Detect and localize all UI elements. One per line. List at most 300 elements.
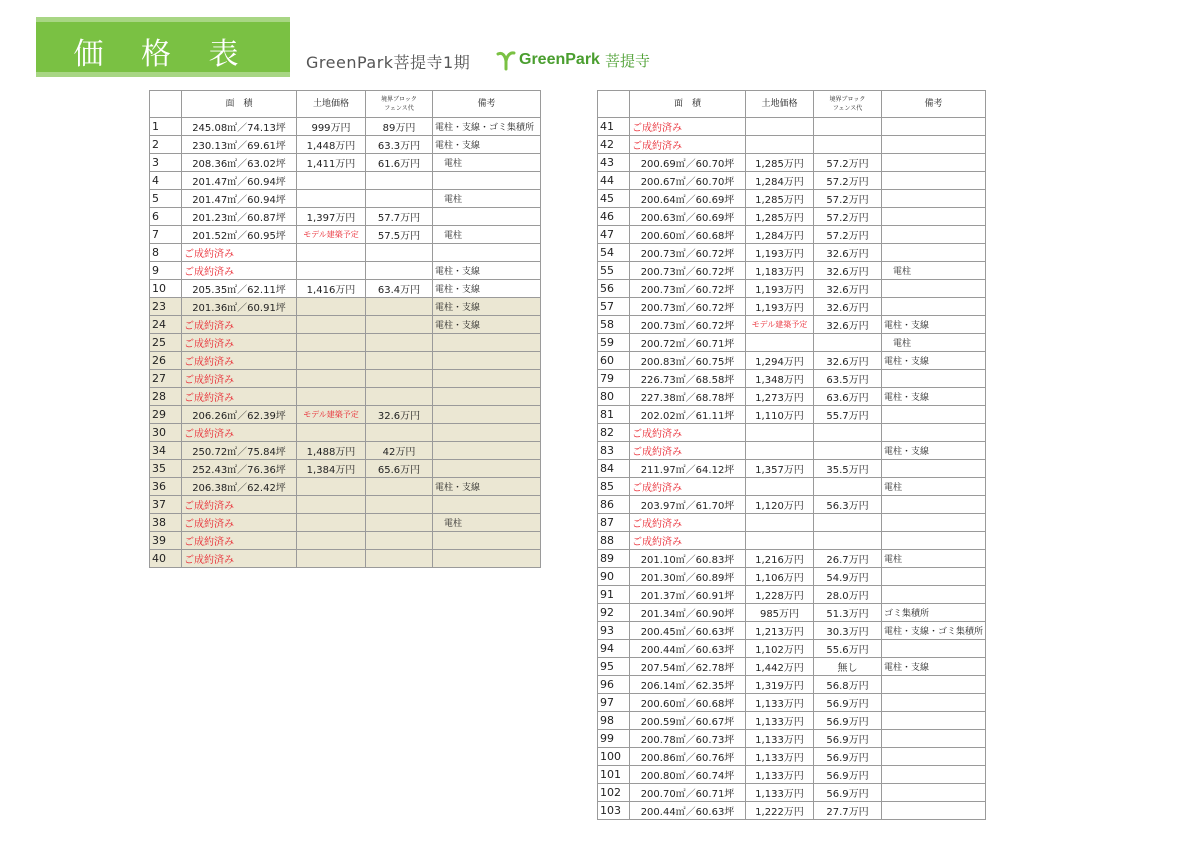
lot-note xyxy=(882,154,986,172)
lot-number: 84 xyxy=(598,460,630,478)
table-row xyxy=(598,154,986,172)
header-fence-line1: 境界ブロック xyxy=(829,96,866,103)
lot-price: 1,228万円 xyxy=(746,586,814,604)
lot-number: 47 xyxy=(598,226,630,244)
lot-price: 999万円 xyxy=(297,118,366,136)
lot-fence-cost xyxy=(814,514,882,532)
lot-area: 205.35㎡／62.11坪 xyxy=(182,280,297,298)
table-row xyxy=(150,316,541,334)
lot-area: 200.73㎡／60.72坪 xyxy=(630,316,746,334)
lot-area: ご成約済み xyxy=(182,496,297,514)
lot-fence-cost xyxy=(814,334,882,352)
lot-area: 230.13㎡／69.61坪 xyxy=(182,136,297,154)
lot-number: 6 xyxy=(150,208,182,226)
lot-area: ご成約済み xyxy=(182,370,297,388)
lot-price xyxy=(746,334,814,352)
lot-price: 1,319万円 xyxy=(746,676,814,694)
lot-number: 90 xyxy=(598,568,630,586)
lot-note xyxy=(433,370,541,388)
lot-note: ゴミ集積所 xyxy=(882,604,986,622)
lot-note: 電柱・支線 xyxy=(433,478,541,496)
logo-place: 菩提寺 xyxy=(604,51,650,70)
lot-fence-cost xyxy=(366,172,433,190)
lot-fence-cost xyxy=(366,370,433,388)
lot-price: 1,285万円 xyxy=(746,208,814,226)
lot-price: 1,213万円 xyxy=(746,622,814,640)
lot-price xyxy=(297,262,366,280)
table-row xyxy=(150,532,541,550)
table-row xyxy=(598,496,986,514)
lot-note: 電柱 xyxy=(433,154,541,172)
lot-price: 1,222万円 xyxy=(746,802,814,820)
lot-number: 79 xyxy=(598,370,630,388)
lot-note xyxy=(882,280,986,298)
lot-number: 46 xyxy=(598,208,630,226)
table-row xyxy=(598,334,986,352)
price-table-left xyxy=(149,90,541,568)
header-price: 土地価格 xyxy=(746,91,814,118)
table-row xyxy=(598,622,986,640)
lot-area: 200.69㎡／60.70坪 xyxy=(630,154,746,172)
lot-area: ご成約済み xyxy=(182,316,297,334)
lot-note xyxy=(882,676,986,694)
table-row xyxy=(598,442,986,460)
lot-price: 1,357万円 xyxy=(746,460,814,478)
table-row xyxy=(150,244,541,262)
lot-note: 電柱 xyxy=(882,550,986,568)
table-row xyxy=(598,802,986,820)
table-row xyxy=(150,280,541,298)
lot-note: 電柱 xyxy=(433,190,541,208)
lot-note xyxy=(882,514,986,532)
title-banner xyxy=(36,17,290,77)
lot-area: 201.30㎡／60.89坪 xyxy=(630,568,746,586)
lot-number: 86 xyxy=(598,496,630,514)
lot-area: 201.47㎡／60.94坪 xyxy=(182,190,297,208)
lot-area: 200.44㎡／60.63坪 xyxy=(630,640,746,658)
lot-area: ご成約済み xyxy=(182,532,297,550)
lot-fence-cost: 56.9万円 xyxy=(814,712,882,730)
lot-number: 8 xyxy=(150,244,182,262)
lot-fence-cost xyxy=(366,532,433,550)
lot-note xyxy=(433,550,541,568)
lot-number: 81 xyxy=(598,406,630,424)
lot-number: 28 xyxy=(150,388,182,406)
lot-note: 電柱・支線 xyxy=(433,298,541,316)
lot-note: 電柱 xyxy=(433,226,541,244)
leaf-icon xyxy=(495,49,517,71)
lot-number: 29 xyxy=(150,406,182,424)
lot-fence-cost: 57.5万円 xyxy=(366,226,433,244)
lot-note xyxy=(882,712,986,730)
lot-number: 94 xyxy=(598,640,630,658)
lot-note: 電柱・支線 xyxy=(882,658,986,676)
lot-fence-cost: 56.9万円 xyxy=(814,694,882,712)
lot-number: 44 xyxy=(598,172,630,190)
lot-price: 1,285万円 xyxy=(746,154,814,172)
table-row xyxy=(150,352,541,370)
lot-price: 1,416万円 xyxy=(297,280,366,298)
lot-number: 96 xyxy=(598,676,630,694)
lot-note xyxy=(882,406,986,424)
lot-fence-cost: 57.2万円 xyxy=(814,154,882,172)
lot-area: 200.80㎡／60.74坪 xyxy=(630,766,746,784)
lot-note xyxy=(882,640,986,658)
lot-fence-cost xyxy=(814,136,882,154)
lot-note xyxy=(882,532,986,550)
lot-note xyxy=(882,370,986,388)
page-title: 価 格 表 xyxy=(73,37,253,72)
lot-note xyxy=(882,244,986,262)
lot-fence-cost: 32.6万円 xyxy=(366,406,433,424)
lot-number: 54 xyxy=(598,244,630,262)
lot-fence-cost: 32.6万円 xyxy=(814,298,882,316)
lot-note: 電柱・支線 xyxy=(433,316,541,334)
lot-fence-cost xyxy=(366,316,433,334)
lot-price: 1,284万円 xyxy=(746,226,814,244)
project-subtitle: GreenPark菩提寺1期 xyxy=(306,53,471,72)
header-fence-line2: フェンス代 xyxy=(832,105,863,112)
lot-fence-cost xyxy=(814,442,882,460)
lot-note: 電柱 xyxy=(882,478,986,496)
table-row xyxy=(150,226,541,244)
lot-note xyxy=(433,460,541,478)
lot-fence-cost xyxy=(366,424,433,442)
lot-area: 201.36㎡／60.91坪 xyxy=(182,298,297,316)
table-row xyxy=(598,280,986,298)
lot-note xyxy=(433,442,541,460)
lot-area: 202.02㎡／61.11坪 xyxy=(630,406,746,424)
table-row xyxy=(598,694,986,712)
lot-price xyxy=(297,334,366,352)
lot-note xyxy=(882,226,986,244)
table-row xyxy=(598,514,986,532)
lot-price xyxy=(297,370,366,388)
lot-number: 88 xyxy=(598,532,630,550)
lot-price: 1,411万円 xyxy=(297,154,366,172)
lot-note xyxy=(433,406,541,424)
lot-number: 80 xyxy=(598,388,630,406)
lot-price xyxy=(297,424,366,442)
lot-area: ご成約済み xyxy=(182,262,297,280)
header-fence xyxy=(814,91,882,118)
table-row xyxy=(598,712,986,730)
lot-fence-cost xyxy=(366,388,433,406)
lot-fence-cost: 63.6万円 xyxy=(814,388,882,406)
lot-area: 206.26㎡／62.39坪 xyxy=(182,406,297,424)
lot-fence-cost: 54.9万円 xyxy=(814,568,882,586)
lot-area: 201.10㎡／60.83坪 xyxy=(630,550,746,568)
lot-fence-cost: 89万円 xyxy=(366,118,433,136)
lot-area: 245.08㎡／74.13坪 xyxy=(182,118,297,136)
lot-fence-cost: 56.9万円 xyxy=(814,766,882,784)
table-row xyxy=(598,352,986,370)
lot-note xyxy=(882,424,986,442)
lot-note xyxy=(433,244,541,262)
lot-area: 201.23㎡／60.87坪 xyxy=(182,208,297,226)
lot-area: 211.97㎡／64.12坪 xyxy=(630,460,746,478)
lot-area: 200.70㎡／60.71坪 xyxy=(630,784,746,802)
lot-price xyxy=(746,532,814,550)
lot-price: 1,106万円 xyxy=(746,568,814,586)
lot-note xyxy=(882,172,986,190)
lot-number: 57 xyxy=(598,298,630,316)
lot-fence-cost: 30.3万円 xyxy=(814,622,882,640)
lot-fence-cost xyxy=(366,550,433,568)
table-row xyxy=(150,154,541,172)
lot-price: 1,133万円 xyxy=(746,730,814,748)
lot-note: 電柱・支線 xyxy=(433,262,541,280)
table-row xyxy=(598,118,986,136)
lot-price xyxy=(746,442,814,460)
lot-area: ご成約済み xyxy=(182,550,297,568)
table-row xyxy=(598,388,986,406)
table-row xyxy=(598,208,986,226)
lot-note xyxy=(882,694,986,712)
lot-number: 1 xyxy=(150,118,182,136)
lot-price: 1,133万円 xyxy=(746,784,814,802)
table-row xyxy=(598,784,986,802)
lot-fence-cost: 32.6万円 xyxy=(814,262,882,280)
lot-fence-cost: 56.3万円 xyxy=(814,496,882,514)
lot-number: 99 xyxy=(598,730,630,748)
lot-area: 207.54㎡／62.78坪 xyxy=(630,658,746,676)
lot-area: ご成約済み xyxy=(182,424,297,442)
lot-note: 電柱・支線・ゴミ集積所 xyxy=(882,622,986,640)
lot-number: 85 xyxy=(598,478,630,496)
lot-number: 23 xyxy=(150,298,182,316)
lot-area: 200.63㎡／60.69坪 xyxy=(630,208,746,226)
lot-fence-cost: 無し xyxy=(814,658,882,676)
lot-fence-cost: 65.6万円 xyxy=(366,460,433,478)
lot-price xyxy=(297,172,366,190)
table-row xyxy=(598,460,986,478)
lot-number: 89 xyxy=(598,550,630,568)
lot-number: 4 xyxy=(150,172,182,190)
lot-note xyxy=(433,172,541,190)
lot-note xyxy=(433,352,541,370)
lot-area: ご成約済み xyxy=(182,514,297,532)
lot-number: 34 xyxy=(150,442,182,460)
lot-price xyxy=(297,532,366,550)
lot-area: 203.97㎡／61.70坪 xyxy=(630,496,746,514)
lot-note xyxy=(882,496,986,514)
table-row xyxy=(150,118,541,136)
lot-fence-cost: 55.7万円 xyxy=(814,406,882,424)
lot-number: 100 xyxy=(598,748,630,766)
lot-number: 87 xyxy=(598,514,630,532)
logo-name: GreenPark xyxy=(519,51,600,68)
table-row xyxy=(598,748,986,766)
lot-number: 98 xyxy=(598,712,630,730)
lot-number: 7 xyxy=(150,226,182,244)
lot-note: 電柱・支線 xyxy=(882,388,986,406)
table-row xyxy=(598,226,986,244)
lot-number: 38 xyxy=(150,514,182,532)
lot-area: 252.43㎡／76.36坪 xyxy=(182,460,297,478)
table-row xyxy=(598,550,986,568)
table-row xyxy=(150,442,541,460)
lot-price xyxy=(297,316,366,334)
lot-area: 200.78㎡／60.73坪 xyxy=(630,730,746,748)
lot-area: 200.67㎡／60.70坪 xyxy=(630,172,746,190)
lot-price: 1,133万円 xyxy=(746,748,814,766)
title-banner-bottom-strip xyxy=(36,72,290,77)
header-fence xyxy=(366,91,433,118)
lot-price: 1,102万円 xyxy=(746,640,814,658)
lot-price xyxy=(297,550,366,568)
lot-fence-cost xyxy=(814,532,882,550)
lot-note xyxy=(882,586,986,604)
lot-note xyxy=(433,424,541,442)
lot-note: 電柱・支線・ゴミ集積所 xyxy=(433,118,541,136)
lot-price xyxy=(297,298,366,316)
table-row xyxy=(598,568,986,586)
table-row xyxy=(598,262,986,280)
lot-fence-cost: 57.7万円 xyxy=(366,208,433,226)
lot-note: 電柱・支線 xyxy=(433,280,541,298)
lot-area: 200.72㎡／60.71坪 xyxy=(630,334,746,352)
lot-fence-cost: 57.2万円 xyxy=(814,190,882,208)
lot-price: 1,193万円 xyxy=(746,244,814,262)
table-header-row xyxy=(150,91,541,118)
lot-fence-cost: 27.7万円 xyxy=(814,802,882,820)
lot-fence-cost: 56.8万円 xyxy=(814,676,882,694)
lot-price: 1,133万円 xyxy=(746,712,814,730)
lot-price: モデル建築予定 xyxy=(297,406,366,424)
table-row xyxy=(150,496,541,514)
lot-fence-cost xyxy=(366,478,433,496)
lot-fence-cost xyxy=(366,244,433,262)
table-row xyxy=(598,586,986,604)
table-row xyxy=(150,514,541,532)
lot-price xyxy=(297,388,366,406)
lot-fence-cost: 42万円 xyxy=(366,442,433,460)
lot-price xyxy=(746,424,814,442)
lot-note xyxy=(882,802,986,820)
lot-number: 97 xyxy=(598,694,630,712)
lot-fence-cost xyxy=(366,262,433,280)
lot-area: 200.45㎡／60.63坪 xyxy=(630,622,746,640)
lot-note: 電柱 xyxy=(882,334,986,352)
lot-number: 45 xyxy=(598,190,630,208)
table-body-right xyxy=(598,118,986,820)
lot-number: 35 xyxy=(150,460,182,478)
lot-number: 2 xyxy=(150,136,182,154)
greenpark-logo xyxy=(495,48,650,72)
table-row xyxy=(598,190,986,208)
lot-number: 30 xyxy=(150,424,182,442)
table-row xyxy=(150,172,541,190)
lot-area: 200.73㎡／60.72坪 xyxy=(630,298,746,316)
lot-area: ご成約済み xyxy=(630,136,746,154)
lot-area: 208.36㎡／63.02坪 xyxy=(182,154,297,172)
lot-number: 36 xyxy=(150,478,182,496)
lot-area: ご成約済み xyxy=(630,442,746,460)
lot-price: 1,216万円 xyxy=(746,550,814,568)
table-row xyxy=(598,424,986,442)
lot-price: 1,294万円 xyxy=(746,352,814,370)
lot-note xyxy=(882,748,986,766)
table-row xyxy=(598,298,986,316)
lot-fence-cost: 61.6万円 xyxy=(366,154,433,172)
lot-number: 3 xyxy=(150,154,182,172)
lot-note xyxy=(882,460,986,478)
lot-price: 1,488万円 xyxy=(297,442,366,460)
lot-note xyxy=(882,766,986,784)
lot-number: 27 xyxy=(150,370,182,388)
lot-area: 206.14㎡／62.35坪 xyxy=(630,676,746,694)
lot-fence-cost: 57.2万円 xyxy=(814,208,882,226)
lot-fence-cost: 56.9万円 xyxy=(814,730,882,748)
header-note: 備考 xyxy=(882,91,986,118)
lot-number: 55 xyxy=(598,262,630,280)
lot-price: 1,120万円 xyxy=(746,496,814,514)
lot-fence-cost: 26.7万円 xyxy=(814,550,882,568)
lot-note xyxy=(882,208,986,226)
lot-fence-cost: 57.2万円 xyxy=(814,172,882,190)
table-row xyxy=(598,406,986,424)
lot-price: 1,273万円 xyxy=(746,388,814,406)
lot-area: 227.38㎡／68.78坪 xyxy=(630,388,746,406)
lot-area: 200.59㎡／60.67坪 xyxy=(630,712,746,730)
lot-number: 101 xyxy=(598,766,630,784)
table-row xyxy=(598,658,986,676)
lot-area: 200.60㎡／60.68坪 xyxy=(630,226,746,244)
lot-price: 1,284万円 xyxy=(746,172,814,190)
lot-number: 60 xyxy=(598,352,630,370)
table-row xyxy=(598,370,986,388)
table-row xyxy=(598,316,986,334)
lot-note: 電柱・支線 xyxy=(882,442,986,460)
lot-number: 102 xyxy=(598,784,630,802)
lot-number: 93 xyxy=(598,622,630,640)
table-row xyxy=(598,532,986,550)
lot-number: 59 xyxy=(598,334,630,352)
table-row xyxy=(150,262,541,280)
table-row xyxy=(150,370,541,388)
lot-price: 1,442万円 xyxy=(746,658,814,676)
lot-area: ご成約済み xyxy=(182,352,297,370)
price-table-right xyxy=(597,90,986,820)
table-row xyxy=(150,460,541,478)
table-row xyxy=(150,334,541,352)
lot-fence-cost xyxy=(366,514,433,532)
lot-price xyxy=(297,478,366,496)
header-area: 面 積 xyxy=(182,91,297,118)
table-row xyxy=(150,478,541,496)
table-row xyxy=(150,550,541,568)
lot-number: 42 xyxy=(598,136,630,154)
lot-price: 1,133万円 xyxy=(746,694,814,712)
lot-fence-cost: 28.0万円 xyxy=(814,586,882,604)
lot-note xyxy=(882,118,986,136)
lot-note xyxy=(433,334,541,352)
lot-note xyxy=(882,190,986,208)
lot-fence-cost xyxy=(814,118,882,136)
table-header-row xyxy=(598,91,986,118)
lot-note xyxy=(433,208,541,226)
lot-note xyxy=(882,568,986,586)
lot-area: 200.83㎡／60.75坪 xyxy=(630,352,746,370)
lot-area: 201.52㎡／60.95坪 xyxy=(182,226,297,244)
lot-price: 1,133万円 xyxy=(746,766,814,784)
lot-note xyxy=(882,730,986,748)
lot-number: 58 xyxy=(598,316,630,334)
lot-area: 201.47㎡／60.94坪 xyxy=(182,172,297,190)
header-note: 備考 xyxy=(433,91,541,118)
lot-number: 103 xyxy=(598,802,630,820)
